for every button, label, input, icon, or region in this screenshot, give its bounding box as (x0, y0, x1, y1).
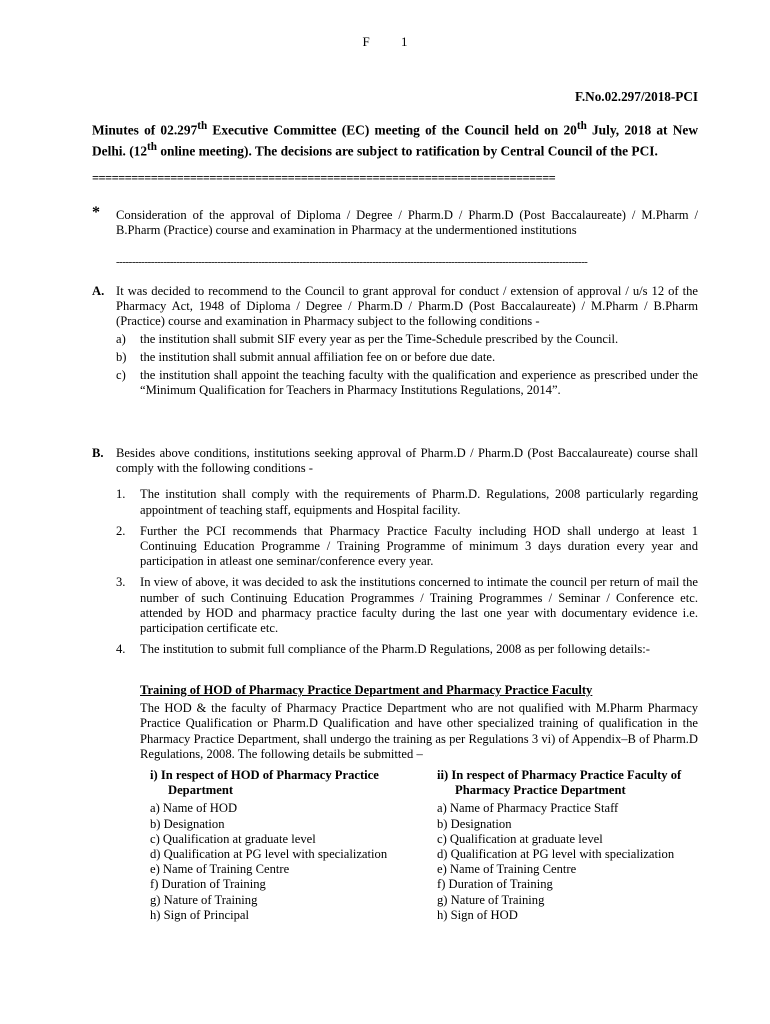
hod-detail-item: c) Qualification at graduate level (150, 831, 316, 846)
page-header-mark (0, 34, 770, 49)
separator-line: ======================================================================= (92, 171, 556, 185)
faculty-column-heading: ii) In respect of Pharmacy Practice Faculty of (437, 768, 682, 782)
hod-column-heading: i) In respect of HOD of Pharmacy Practice (150, 768, 379, 782)
faculty-detail-item: c) Qualification at graduate level (437, 831, 603, 846)
section-a-conditions (116, 332, 698, 399)
condition-c: c) the institution shall appoint the teaching faculty with the qualification and experience as prescribed under the “Minimum Qualification for Teachers in Pharmacy Institutions Regulations, 2014”. (116, 368, 698, 398)
hod-detail-item: e) Name of Training Centre (150, 862, 290, 877)
condition-3: 3. In view of above, it was decided to ask the institutions concerned to intimate the council per return of mail the number of such Continuing Education Programmes / Training Programmes / Seminar / Conference etc. attended by HOD and pharmacy practice faculty during the last one year with documentary evidence i.e. participation certificate etc. (116, 575, 698, 636)
hod-column-heading-cont: Department (168, 783, 234, 798)
faculty-detail-item: d) Qualification at PG level with specialization (437, 847, 675, 862)
condition-b: b) the institution shall submit annual affiliation fee on or before due date. (116, 349, 496, 364)
condition-4: 4. The institution to submit full compliance of the Pharm.D Regulations, 2008 as per following details:- (116, 642, 650, 657)
dashed-separator: ----------------------------------------------------------------------------------------------------------------------------------------------------- (116, 256, 588, 268)
hod-details-column (140, 768, 437, 923)
section-b-text: Besides above conditions, institutions seeking approval of Pharm.D / Pharm.D (Post Baccalaureate) course shall comply with the following conditions - (116, 446, 698, 476)
page-number: 1 (400, 34, 408, 49)
section-a (116, 284, 698, 401)
faculty-column-heading-cont: Pharmacy Practice Department (455, 783, 626, 798)
header-mark-letter: F (362, 34, 370, 49)
item-marker: * (92, 204, 100, 221)
faculty-detail-item: f) Duration of Training (437, 877, 553, 892)
minutes-title: Minutes of 02.297th Executive Committee (EC) meeting of the Council held on 20th July, 2018 at New Delhi. (12th online meeting). The decisions are subject to ratification by Central Council of the PCI. (92, 120, 698, 159)
faculty-details-column (437, 768, 730, 923)
file-number: F.No.02.297/2018-PCI (575, 89, 698, 104)
training-section (140, 683, 698, 762)
training-heading: Training of HOD of Pharmacy Practice Department and Pharmacy Practice Faculty (140, 683, 593, 697)
faculty-detail-item: e) Name of Training Centre (437, 862, 577, 877)
condition-2: 2. Further the PCI recommends that Pharmacy Practice Faculty including HOD shall undergo at least 1 Continuing Education Programme / Training Programme of minimum 3 days duration every year and participation in atleast one seminar/conference every year. (116, 523, 698, 569)
hod-detail-item: b) Designation (150, 816, 225, 831)
faculty-detail-item: g) Nature of Training (437, 892, 545, 907)
faculty-detail-item: b) Designation (437, 816, 512, 831)
condition-1: 1. The institution shall comply with the requirements of Pharm.D. Regulations, 2008 particularly regarding appointment of teaching staff, equipments and Hospital facility. (116, 487, 698, 517)
hod-detail-item: f) Duration of Training (150, 877, 266, 892)
section-a-text: It was decided to recommend to the Council to grant approval for conduct / extension of approval / u/s 12 of the Pharmacy Act, 1948 of Diploma / Degree / Pharm.D / Pharm.D (Post Baccalaureate) / M.Pharm / B.Pharm (Practice) course and examination in Pharmacy subject to the following conditions - (116, 284, 698, 329)
hod-detail-item: g) Nature of Training (150, 892, 258, 907)
hod-detail-item: a) Name of HOD (150, 801, 238, 816)
training-details (140, 768, 730, 923)
hod-detail-item: h) Sign of Principal (150, 907, 249, 922)
training-text: The HOD & the faculty of Pharmacy Practice Department who are not qualified with M.Pharm Pharmacy Practice Qualification or Pharm.D Qualification and have other specialized training of qualification in the Pharmacy Practice Department, shall undergo the training as per Regulations 3 vi) of Appendix–B of Pharm.D Regulations, 2008. The following details be submitted – (140, 701, 698, 761)
hod-detail-item: d) Qualification at PG level with specialization (150, 847, 388, 862)
faculty-detail-item: a) Name of Pharmacy Practice Staff (437, 801, 619, 816)
section-b-marker: B. (92, 446, 104, 460)
section-b (116, 446, 698, 663)
section-b-conditions (116, 487, 698, 657)
item-description: Consideration of the approval of Diploma / Degree / Pharm.D / Pharm.D (Post Baccalaureate) / M.Pharm / B.Pharm (Practice) course and examination in Pharmacy at the undermentioned institutions (116, 208, 698, 238)
condition-a: a) the institution shall submit SIF every year as per the Time-Schedule prescribed by the Council. (116, 331, 619, 346)
section-a-marker: A. (92, 284, 105, 298)
faculty-detail-item: h) Sign of HOD (437, 907, 518, 922)
